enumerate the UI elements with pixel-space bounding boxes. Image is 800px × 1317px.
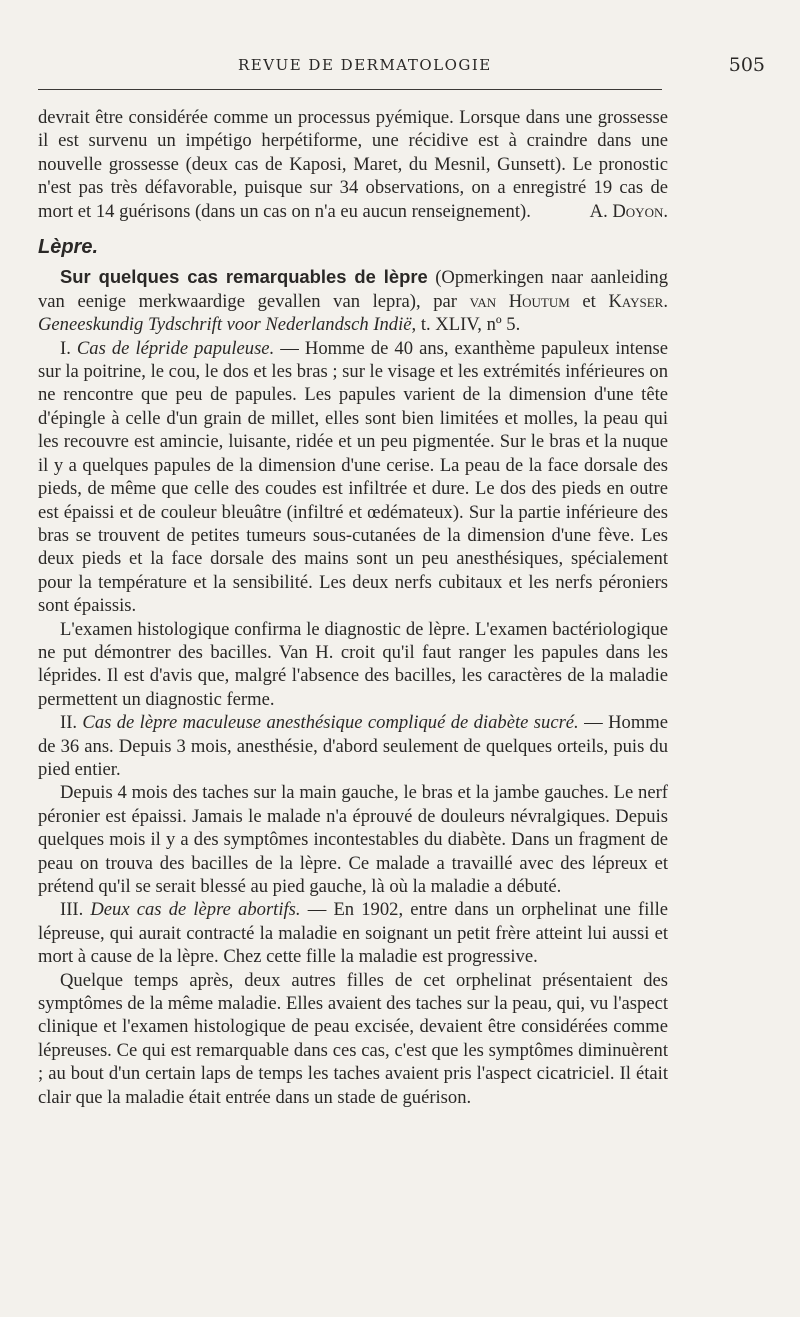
case-3-number: III. bbox=[60, 899, 91, 921]
case-1-title: Cas de lépride papuleuse. bbox=[76, 337, 275, 359]
case-2-paragraph bbox=[38, 711, 668, 781]
article-reference bbox=[38, 265, 668, 336]
author-2: Kayser bbox=[608, 290, 664, 312]
author-1: van Houtum bbox=[469, 290, 570, 312]
case-1-paragraph bbox=[38, 337, 668, 618]
article-title: Sur quelques cas remarquables de lèpre bbox=[60, 266, 428, 288]
case-1-text: — Homme de 40 ans, exanthème papuleux intense sur la poitrine, le cou, le dos et les bras ; sur le visage et les extrémités inférieures on ne rencontre que peu de papules. Les papules varient de la dimension d'une tête d'épingle à celle d'un grain de millet, elles sont bien limitées et molles, la peau qui les recouvre est amincie, luisante, ridée et un peu pigmentée. Sur le bras et la nuque il y a quelques papules de la dimension d'une cerise. La peau de la face dorsale des pieds, de même que celle des coudes est infiltrée et dure. Le dos des pieds en outre est épaissi et de couleur bleuâtre (infiltré et œdémateux). Sur la partie inférieure des bras se trouvent de petites tumeurs sous-cutanées de la dimension d'une fève. Les deux pieds et la face dorsale des mains sont un peu anesthésiques, spécialement pour la température et la sensibilité. Les deux nerfs cubitaux et les nerfs péroniers sont épaissis. bbox=[38, 337, 668, 617]
case-2-number: II. bbox=[60, 712, 83, 734]
author-dot: . bbox=[663, 290, 668, 312]
article-subtitle: (Opmerkingen naar aanleiding van eenige merkwaardige gevallen van lepra), par bbox=[38, 267, 668, 312]
intro-text: devrait être considérée comme un processus pyémique. Lorsque dans une grossesse il est survenu un impétigo herpétiforme, une récidive est à craindre dans une nouvelle grossesse (deux cas de Kaposi, Maret, du Mesnil, Gunsett). Le pronostic n'est pas très défavorable, puisque sur 34 observations, on a enregistré 19 cas de mort et 14 guérisons (dans un cas on n'a eu aucun renseignement). bbox=[38, 107, 668, 222]
article-body bbox=[38, 106, 668, 1109]
running-title: REVUE DE DERMATOLOGIE bbox=[238, 56, 492, 74]
case-3-title: Deux cas de lèpre abortifs. bbox=[90, 899, 301, 921]
case-2-more-paragraph: Depuis 4 mois des taches sur la main gauche, le bras et la jambe gauches. Le nerf péronier est épaissi. Jamais le malade n'a éprouvé de douleurs névralgiques. Depuis quelques mois il y a des symptômes incontestables du diabète. Dans un fragment de peau on trouva des bacilles de la lèpre. Ce malade a travaillé avec des lépreux et prétend qu'il se serait blessé au pied gauche, là où la maladie a débuté. bbox=[38, 782, 668, 897]
page-header bbox=[38, 54, 765, 82]
case-1-number: I. bbox=[60, 337, 77, 359]
page-number: 505 bbox=[728, 54, 765, 76]
case-3-paragraph bbox=[38, 898, 668, 968]
journal-name: Geneeskundig Tydschrift voor Nederlandsch Indië bbox=[38, 314, 412, 336]
journal-volume: , t. XLIV, nº 5. bbox=[411, 314, 521, 336]
header-rule bbox=[38, 89, 662, 90]
signature: A. Doyon. bbox=[589, 200, 668, 222]
case-1-exam-paragraph: L'examen histologique confirma le diagnostic de lèpre. L'examen bactériologique ne put démontrer des bacilles. Van H. croit qu'il faut ranger les papules dans les léprides. Il est d'avis que, malgré l'absence des bacilles, les caractères de la maladie permettent un diagnostic ferme. bbox=[38, 618, 668, 710]
intro-paragraph bbox=[38, 106, 668, 223]
case-2-title: Cas de lèpre maculeuse anesthésique compliqué de diabète sucré. bbox=[82, 712, 579, 734]
case-3-text: — En 1902, entre dans un orphelinat une fille lépreuse, qui aurait contracté la maladie en soignant un petit frère atteint lui aussi et mort à cause de la lèpre. Chez cette fille la maladie est progressive. bbox=[38, 899, 668, 968]
case-3-more-paragraph: Quelque temps après, deux autres filles de cet orphelinat présentaient des symptômes de la même maladie. Elles avaient des taches sur la peau, qui, vu l'aspect clinique et l'examen histologique de peau excisée, devaient être considérées comme lépreuses. Ce qui est remarquable dans ces cas, c'est que les symptômes diminuèrent ; au bout d'un certain laps de temps les taches avaient pris l'aspect cicatriciel. Il était clair que la maladie était entrée dans un stade de guérison. bbox=[38, 969, 668, 1108]
case-2-text: — Homme de 36 ans. Depuis 3 mois, anesthésie, d'abord seulement de quelques orteils, puis du pied entier. bbox=[38, 712, 668, 780]
author-join: et bbox=[569, 290, 609, 312]
section-title: Lèpre. bbox=[38, 236, 99, 259]
